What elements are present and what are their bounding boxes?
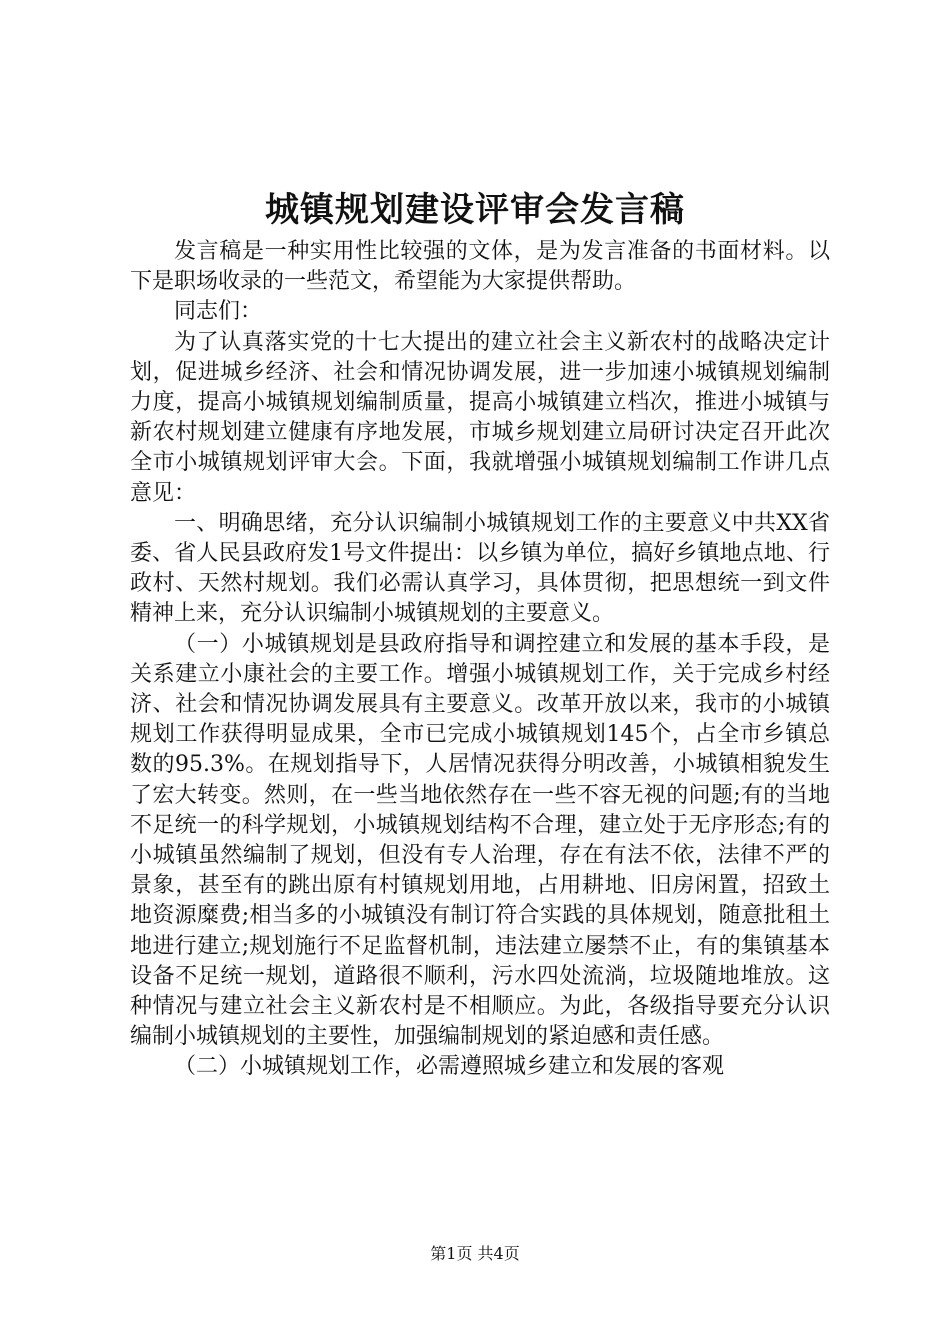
- paragraph-section-one: 一、明确思绪，充分认识编制小城镇规划工作的主要意义中共XX省委、省人民县政府发1号文件提出：以乡镇为单位，搞好乡镇地点地、行政村、天然村规划。我们必需认真学习，具体贯彻，把思想统一到文件精神上来，充分认识编制小城镇规划的主要意义。: [130, 510, 830, 627]
- paragraph-salutation: 同志们：: [174, 299, 263, 325]
- document-body: [130, 237, 830, 1083]
- paragraph-subsection-two: （二）小城镇规划工作，必需遵照城乡建立和发展的客观: [174, 1054, 725, 1080]
- paragraph-purpose: 为了认真落实党的十七大提出的建立社会主义新农村的战略决定计划，促进城乡经济、社会和情况协调发展，进一步加速小城镇规划编制力度，提高小城镇规划编制质量，提高小城镇建立档次，推进小城镇与新农村规划建立健康有序地发展，市城乡规划建立局研讨决定召开此次全市小城镇规划评审大会。下面，我就增强小城镇规划编制工作讲几点意见：: [130, 329, 830, 506]
- document-title: 城镇规划建设评审会发言稿: [265, 190, 685, 230]
- paragraph-subsection-one: （一）小城镇规划是县政府指导和调控建立和发展的基本手段，是关系建立小康社会的主要工作。增强小城镇规划工作，关于完成乡村经济、社会和情况协调发展具有主要意义。改革开放以来，我市的小城镇规划工作获得明显成果，全市已完成小城镇规划145个，占全市乡镇总数的95.3%。在规划指导下，人居情况获得分明改善，小城镇相貌发生了宏大转变。然则，在一些当地依然存在一些不容无视的问题;有的当地不足统一的科学规划，小城镇规划结构不合理，建立处于无序形态;有的小城镇虽然编制了规划，但没有专人治理，存在有法不依，法律不严的景象，甚至有的跳出原有村镇规划用地，占用耕地、旧房闲置，招致土地资源糜费;相当多的小城镇没有制订符合实践的具体规划，随意批租土地进行建立;规划施行不足监督机制，违法建立屡禁不止，有的集镇基本设备不足统一规划，道路很不顺利，污水四处流淌，垃圾随地堆放。这种情况与建立社会主义新农村是不相顺应。为此，各级指导要充分认识编制小城镇规划的主要性，加强编制规划的紧迫感和责任感。: [130, 631, 830, 1050]
- page-footer: 第1页 共4页: [430, 1244, 520, 1263]
- paragraph-intro: 发言稿是一种实用性比较强的文体，是为发言准备的书面材料。以下是职场收录的一些范文，希望能为大家提供帮助。: [130, 239, 830, 295]
